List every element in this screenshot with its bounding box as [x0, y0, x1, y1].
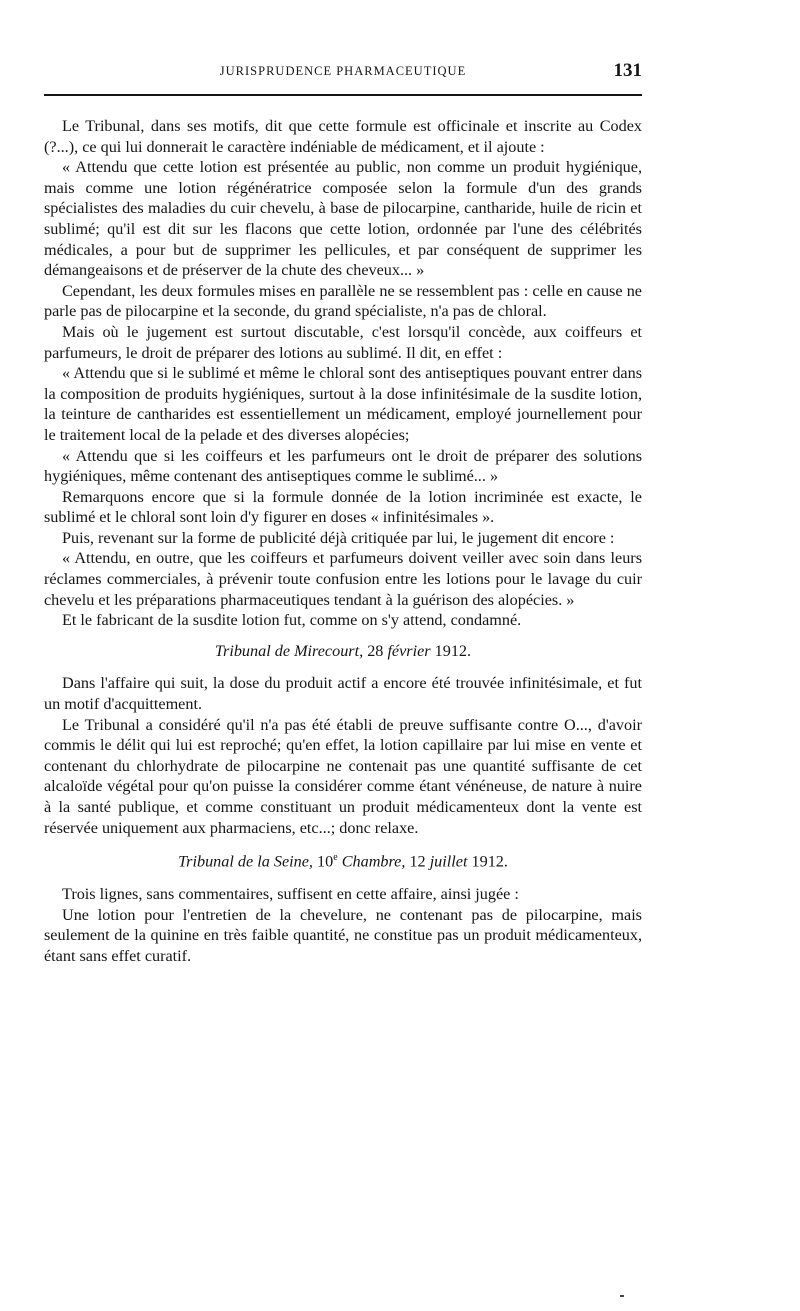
page-number: 131 [613, 60, 642, 81]
paragraph: « Attendu, en outre, que les coiffeurs et parfumeurs doivent veiller avec soin dans leurs réclames commerciales, à prévenir toute confusion entre les lotions pour le lavage du cuir chevelu et les préparations pharmaceutiques tendant à la guérison des alopécies. » [44, 549, 642, 609]
chamber-superscript: e [333, 852, 338, 864]
paragraph: Mais où le jugement est surtout discutable, c'est lorsqu'il concède, aux coiffeurs et parfumeurs, le droit de préparer des lotions au sublimé. Il dit, en effet : [44, 322, 642, 362]
paragraph: Et le fabricant de la susdite lotion fut, comme on s'y attend, condamné. [62, 611, 522, 630]
date-day: 12 [409, 852, 426, 871]
chamber-number: 10 [317, 852, 334, 871]
date-month: juillet [429, 852, 468, 871]
paragraph: Dans l'affaire qui suit, la dose du produit actif a encore été trouvée infinitésimale, et fut un motif d'acquittement. [44, 674, 642, 714]
paragraph: Une lotion pour l'entretien de la chevelure, ne contenant pas de pilocarpine, mais seulement de la quinine en très faible quantité, ne constitue pas un produit médicamenteux, étant sans effet curatif. [44, 905, 642, 965]
date-month: février [387, 641, 431, 660]
paragraph: Cependant, les deux formules mises en parallèle ne se ressemblent pas : celle en cause ne parle pas de pilocarpine et la seconde, du grand spécialiste, n'a pas de chloral. [44, 281, 642, 321]
paragraph: Remarquons encore que si la formule donnée de la lotion incriminée est exacte, le sublimé et le chloral sont loin d'y figurer en doses « infinitésimales ». [44, 487, 642, 527]
court-name: Tribunal de la Seine, [178, 852, 313, 871]
header-rule [44, 94, 642, 96]
running-head: JURISPRUDENCE PHARMACEUTIQUE [219, 64, 467, 78]
date-year: 1912. [434, 641, 472, 660]
paragraph: Le Tribunal, dans ses motifs, dit que cette formule est officinale et inscrite au Codex (?...), ce qui lui donnerait le caractère indéniable de médicament, et il ajoute : [44, 117, 642, 156]
paragraph: Puis, revenant sur la forme de publicité déjà critiquée par lui, le jugement dit encore : [62, 528, 615, 547]
paragraph: « Attendu que si les coiffeurs et les parfumeurs ont le droit de préparer des solutions hygiéniques, même contenant des antiseptiques comme le sublimé... » [44, 446, 642, 486]
page-header [44, 60, 642, 86]
chamber-name: Chambre, [341, 852, 406, 871]
paragraph: « Attendu que cette lotion est présentée au public, non comme un produit hygiénique, mais comme une lotion régénératrice composée selon la formule d'un des grands spécialistes des maladies du cuir chevelu, à base de pilocarpine, cantharide, huile de ricin et sublimé; qu'il est dit sur les flacons que cette lotion, ordonnée par l'une des célébrités médicales, a pour but de supprimer les pellicules, et par conséquent de supprimer les démangeaisons et de préserver de la chute des cheveux... » [44, 158, 642, 280]
paragraph: Le Tribunal a considéré qu'il n'a pas été établi de preuve suffisante contre O..., d'avoir commis le délit qui lui est reproché; qu'en effet, la lotion capillaire par lui mise en vente et contenant du chlorhydrate de pilocarpine ne contenait pas une quantité suffisante de cet alcaloïde végétal pour qu'on puisse la considérer comme étant vénéneuse, de nature à nuire à la santé publique, et comme constituant un produit médicamenteux dont la vente est réservée uniquement aux pharmaciens, etc...; donc relaxe. [44, 715, 642, 837]
print-speck [620, 1295, 624, 1297]
section-heading-seine [44, 848, 642, 872]
book-page [44, 60, 642, 967]
date-day: 28 [367, 641, 384, 660]
court-name: Tribunal de Mirecourt, [214, 641, 364, 660]
date-year: 1912. [471, 852, 508, 871]
body-text [44, 116, 642, 967]
paragraph: « Attendu que si le sublimé et même le chloral sont des antiseptiques pouvant entrer dans la composition de produits hygiéniques, surtout à la dose infinitésimale de la susdite lotion, la teinture de cantharides est essentiellement un médicament, employé journellement pour le traitement local de la pelade et des diverses alopécies; [44, 364, 642, 444]
section-heading-mirecourt [44, 641, 642, 662]
paragraph: Trois lignes, sans commentaires, suffisent en cette affaire, ainsi jugée : [62, 885, 519, 904]
